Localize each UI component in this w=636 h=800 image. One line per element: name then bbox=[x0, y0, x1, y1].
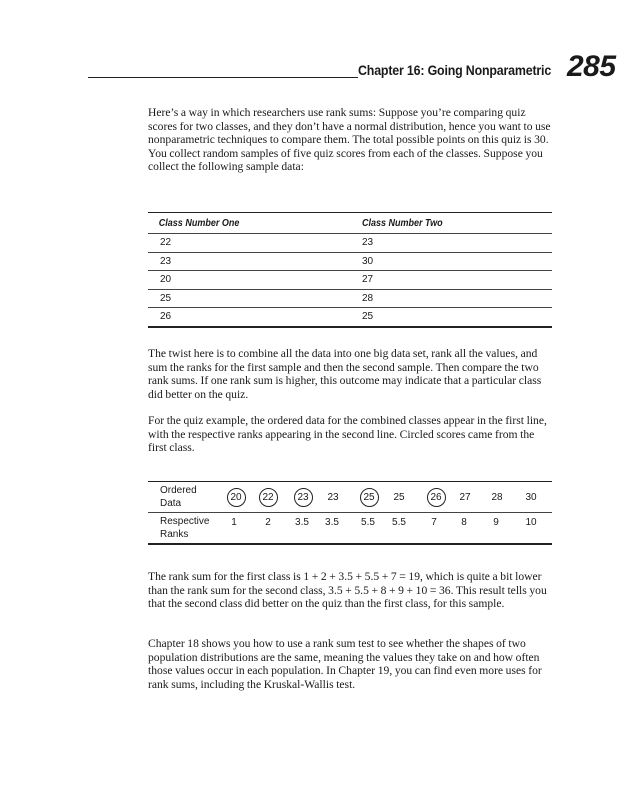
ordered-cell bbox=[289, 482, 317, 512]
ordered-cell bbox=[385, 482, 413, 512]
page-number: 285 bbox=[567, 50, 616, 83]
ordered-data-label bbox=[160, 485, 197, 510]
ordered-cell bbox=[319, 482, 347, 512]
table-cell: 30 bbox=[362, 255, 374, 267]
header-rule bbox=[88, 77, 358, 78]
table-row bbox=[148, 290, 552, 309]
value: 30 bbox=[525, 491, 537, 503]
circled-value: 20 bbox=[227, 488, 246, 507]
ranks-label bbox=[160, 516, 209, 541]
table-row bbox=[148, 234, 552, 253]
ordered-cell bbox=[517, 482, 545, 512]
ordered-cell bbox=[254, 482, 282, 512]
value: 27 bbox=[459, 491, 471, 503]
value: 23 bbox=[327, 491, 339, 503]
table-cell: 26 bbox=[160, 311, 172, 323]
paragraph-chapter-reference: Chapter 18 shows you how to use a rank sum test to see whether the shapes of two population distributions are the same, meaning the values they take on and how often those values occur in each population. In Chapter 19, you can find even more uses for rank sums, including the Kruskal-Wallis test. bbox=[148, 637, 542, 691]
rank-cell: 10 bbox=[525, 517, 537, 528]
table-cell: 23 bbox=[160, 255, 172, 267]
value: 28 bbox=[491, 491, 503, 503]
rank-cell: 3.5 bbox=[325, 517, 339, 528]
label-line: Ranks bbox=[160, 528, 189, 540]
circled-value: 26 bbox=[427, 488, 446, 507]
paragraph-intro: Here’s a way in which researchers use rank sums: Suppose you’re comparing quiz scores for two classes, and they don’t have a normal distribution, hence you want to use nonparametric techniques to compare them. The total possible points on this quiz is 30. You collect random samples of five quiz scores from each of the classes. Suppose you collect the following sample data: bbox=[148, 106, 551, 174]
rank-cell: 8 bbox=[461, 517, 467, 528]
ordered-cell bbox=[222, 482, 250, 512]
rank-cell: 7 bbox=[431, 517, 437, 528]
scores-table bbox=[148, 212, 552, 328]
table-row bbox=[148, 253, 552, 272]
table-cell: 22 bbox=[160, 237, 172, 249]
table-cell: 25 bbox=[160, 292, 172, 304]
label-line: Data bbox=[160, 497, 182, 509]
ordered-cell bbox=[355, 482, 383, 512]
paragraph-rank-sum: The rank sum for the first class is 1 + 2 + 3.5 + 5.5 + 7 = 19, which is quite a bit lower than the rank sum for the second class, 3.5 + 5.5 + 8 + 9 + 10 = 36. This result tells you that the second class did better on the quiz than the first class, for this sample. bbox=[148, 570, 547, 611]
table-cell: 28 bbox=[362, 292, 374, 304]
ordered-cell bbox=[451, 482, 479, 512]
value: 25 bbox=[393, 491, 405, 503]
table-cell: 25 bbox=[362, 311, 374, 323]
table-header-row bbox=[148, 213, 552, 234]
ordered-cell bbox=[422, 482, 450, 512]
ranks-row bbox=[148, 513, 552, 543]
rank-cell: 3.5 bbox=[295, 517, 309, 528]
ordered-data-row bbox=[148, 482, 552, 513]
table-cell: 23 bbox=[362, 237, 374, 249]
label-line: Respective bbox=[160, 516, 210, 527]
circled-value: 23 bbox=[294, 488, 313, 507]
table-cell: 27 bbox=[362, 274, 374, 286]
column-header-class-two: Class Number Two bbox=[362, 217, 443, 229]
paragraph-quiz-example: For the quiz example, the ordered data for the combined classes appear in the first line, with the respective ranks appearing in the second line. Circled scores came from the first class. bbox=[148, 414, 547, 455]
circled-value: 22 bbox=[259, 488, 278, 507]
rank-cell: 5.5 bbox=[392, 517, 406, 528]
rank-cell: 5.5 bbox=[361, 517, 375, 528]
label-line: Ordered bbox=[160, 485, 197, 496]
ordered-cell bbox=[483, 482, 511, 512]
table-row bbox=[148, 308, 552, 326]
table-cell: 20 bbox=[160, 274, 172, 286]
rank-cell: 9 bbox=[493, 517, 499, 528]
rank-cell: 2 bbox=[265, 517, 271, 528]
ranks-table bbox=[148, 481, 552, 545]
rank-cell: 1 bbox=[231, 517, 237, 528]
column-header-class-one: Class Number One bbox=[158, 217, 240, 229]
paragraph-twist: The twist here is to combine all the data into one big data set, rank all the values, and sum the ranks for the first sample and then the second sample. Then compare the two rank sums. If one rank sum is higher, this outcome may indicate that a particular class did better on the quiz. bbox=[148, 347, 542, 401]
table-row bbox=[148, 271, 552, 290]
chapter-title: Chapter 16: Going Nonparametric bbox=[358, 63, 552, 78]
circled-value: 25 bbox=[360, 488, 379, 507]
